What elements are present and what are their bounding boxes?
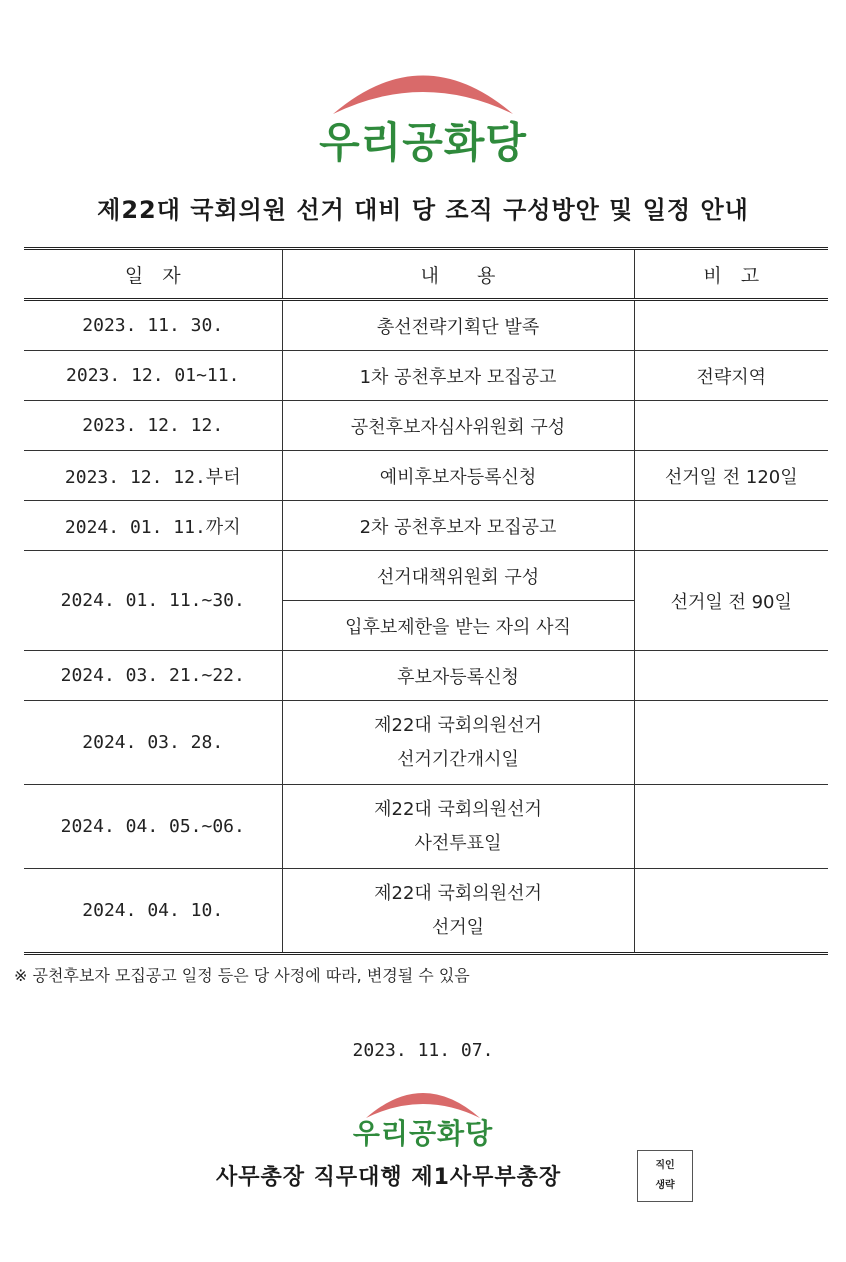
row-content: 1차 공천후보자 모집공고 <box>282 351 634 401</box>
content-line: 제22대 국회의원선거 <box>374 715 542 737</box>
table-row <box>24 701 828 785</box>
seal-line: 직인 <box>655 1160 675 1171</box>
row-content: 2차 공천후보자 모집공고 <box>282 501 634 551</box>
party-logo-top <box>0 62 846 172</box>
table-row <box>24 401 828 451</box>
row-date: 2024. 04. 05.~06. <box>24 785 282 869</box>
table-header-row <box>24 249 828 300</box>
seal-box <box>637 1150 693 1202</box>
logo-text: 우리공화당 <box>319 118 527 167</box>
table-row <box>24 869 828 954</box>
row-note <box>634 701 828 785</box>
signer-title: 사무총장 직무대행 제1사무부총장 <box>216 1165 562 1190</box>
content-line: 사전투표일 <box>414 832 502 854</box>
header-content: 내 용 <box>282 249 634 300</box>
content-line: 제22대 국회의원선거 <box>374 799 542 821</box>
row-content <box>282 869 634 954</box>
row-date: 2023. 12. 12.부터 <box>24 451 282 501</box>
document-date: 2023. 11. 07. <box>352 1040 494 1061</box>
row-date: 2023. 11. 30. <box>24 300 282 351</box>
row-date: 2024. 01. 11.~30. <box>24 551 282 651</box>
row-date: 2023. 12. 01~11. <box>24 351 282 401</box>
row-note: 전략지역 <box>634 351 828 401</box>
row-content <box>282 785 634 869</box>
table-row <box>24 300 828 351</box>
row-date: 2024. 03. 28. <box>24 701 282 785</box>
schedule-table <box>24 247 828 955</box>
content-line: 제22대 국회의원선거 <box>374 883 542 905</box>
row-note: 선거일 전 90일 <box>634 551 828 651</box>
row-content: 예비후보자등록신청 <box>282 451 634 501</box>
table-row <box>24 351 828 401</box>
row-content: 선거대책위원회 구성 <box>282 551 634 601</box>
content-line: 선거일 <box>431 916 485 938</box>
table-row <box>24 785 828 869</box>
row-note <box>634 501 828 551</box>
row-note <box>634 401 828 451</box>
row-content: 입후보제한을 받는 자의 사직 <box>282 601 634 651</box>
table-row <box>24 651 828 701</box>
table-row <box>24 451 828 501</box>
header-date: 일 자 <box>24 249 282 300</box>
seal-line: 생략 <box>655 1180 675 1191</box>
party-logo-bottom <box>0 1084 846 1154</box>
footnote: ※ 공천후보자 모집공고 일정 등은 당 사정에 따라, 변경될 수 있음 <box>14 966 470 985</box>
row-content <box>282 701 634 785</box>
row-date: 2024. 04. 10. <box>24 869 282 954</box>
content-line: 선거기간개시일 <box>397 748 519 770</box>
logo-text: 우리공화당 <box>352 1117 494 1150</box>
page-title: 제22대 국회의원 선거 대비 당 조직 구성방안 및 일정 안내 <box>97 196 749 224</box>
table-row <box>24 551 828 601</box>
row-date: 2024. 03. 21.~22. <box>24 651 282 701</box>
row-content: 총선전략기획단 발족 <box>282 300 634 351</box>
row-content: 공천후보자심사위원회 구성 <box>282 401 634 451</box>
row-date: 2024. 01. 11.까지 <box>24 501 282 551</box>
row-note <box>634 651 828 701</box>
row-content: 후보자등록신청 <box>282 651 634 701</box>
row-note <box>634 869 828 954</box>
header-note: 비 고 <box>634 249 828 300</box>
row-date: 2023. 12. 12. <box>24 401 282 451</box>
row-note <box>634 300 828 351</box>
row-note <box>634 785 828 869</box>
row-note: 선거일 전 120일 <box>634 451 828 501</box>
table-row <box>24 501 828 551</box>
